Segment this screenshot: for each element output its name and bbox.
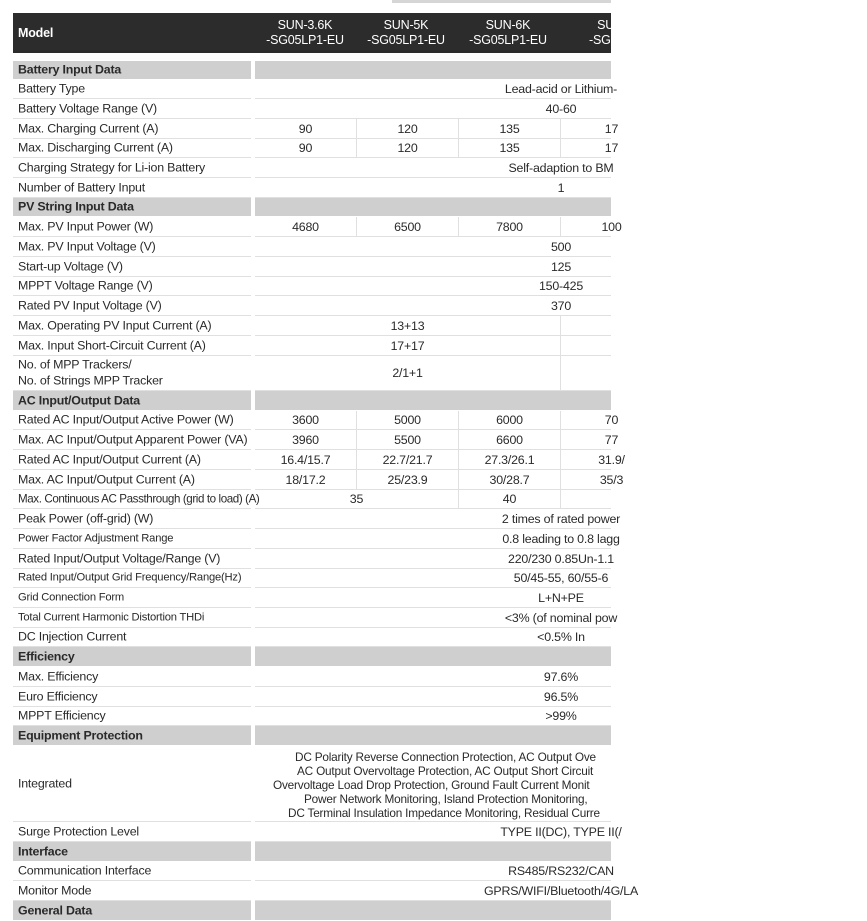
- row-max-pv-power: Max. PV Input Power (W) 4680 6500 7800 100: [13, 217, 611, 237]
- model-sun-partial: SUN -SG05L: [589, 18, 631, 47]
- row-max-operating-pv-current: Max. Operating PV Input Current (A) 13+13: [13, 316, 611, 336]
- section-ac-io: [13, 391, 611, 411]
- row-rated-frequency: Rated Input/Output Grid Frequency/Range(Hz) 50/45-55, 60/55-6: [13, 569, 611, 588]
- row-peak-power: Peak Power (off-grid) (W) 2 times of rated power: [13, 509, 611, 529]
- row-monitor-mode: Monitor Mode GPRS/WIFI/Bluetooth/4G/LA: [13, 881, 611, 901]
- row-rated-pv-voltage: Rated PV Input Voltage (V) 370: [13, 296, 611, 316]
- model-sun-5k: SUN-5K -SG05LP1-EU: [367, 18, 445, 47]
- section-title: Equipment Protection: [18, 728, 143, 742]
- row-startup-voltage: Start-up Voltage (V) 125: [13, 257, 611, 277]
- row-mppt-efficiency: MPPT Efficiency >99%: [13, 707, 611, 726]
- row-dc-injection: DC Injection Current <0.5% In: [13, 628, 611, 647]
- row-rated-ac-active: Rated AC Input/Output Active Power (W) 3600 5000 6000 70: [13, 411, 611, 430]
- row-max-pv-voltage: Max. PV Input Voltage (V) 500: [13, 237, 611, 257]
- row-pf-range: Power Factor Adjustment Range 0.8 leading to 0.8 lagg: [13, 529, 611, 549]
- row-battery-type: Battery Type Lead-acid or Lithium-: [13, 80, 611, 99]
- section-title: AC Input/Output Data: [18, 393, 140, 407]
- row-integrated: Integrated DC Polarity Reverse Connection Protection, AC Output Ove AC Output Overvoltage Protection, AC Output Short Circuit Overvoltage Load Drop Protection, Ground Fault Current Monit Power Network Monitoring, Island Protection Monitoring, DC Terminal Insulation Impedance Monitoring, Residual Curre: [13, 746, 611, 822]
- section-title: PV String Input Data: [18, 199, 134, 214]
- section-interface: [13, 842, 611, 862]
- section-general-data: [13, 901, 611, 921]
- section-title: Efficiency: [18, 649, 75, 663]
- row-max-charging: Max. Charging Current (A) 90 120 135 17: [13, 119, 611, 139]
- row-max-short-circuit: Max. Input Short-Circuit Current (A) 17+17: [13, 336, 611, 356]
- row-battery-voltage: Battery Voltage Range (V) 40-60: [13, 99, 611, 119]
- row-grid-connection: Grid Connection Form L+N+PE: [13, 588, 611, 608]
- row-surge-protection: Surge Protection Level TYPE II(DC), TYPE II(/: [13, 822, 611, 842]
- row-mppt-range: MPPT Voltage Range (V) 150-425: [13, 277, 611, 296]
- model-label: Model: [18, 26, 54, 40]
- row-thdi: Total Current Harmonic Distortion THDi <3% (of nominal pow: [13, 608, 611, 628]
- row-rated-voltage-range: Rated Input/Output Voltage/Range (V) 220/230 0.85Un-1.1: [13, 549, 611, 569]
- model-sun-6k: SUN-6K -SG05LP1-EU: [469, 18, 547, 47]
- row-charging-strategy: Charging Strategy for Li-ion Battery Self-adaption to BM: [13, 158, 611, 178]
- model-sun-3-6k: SUN-3.6K -SG05LP1-EU: [266, 18, 344, 47]
- section-title: Interface: [18, 844, 68, 858]
- row-max-ac-apparent: Max. AC Input/Output Apparent Power (VA) 3960 5500 6600 77: [13, 430, 611, 450]
- row-num-battery-input: Number of Battery Input 1: [13, 178, 611, 198]
- spec-table-header: [13, 13, 631, 53]
- row-communication-interface: Communication Interface RS485/RS232/CAN: [13, 862, 611, 881]
- top-scroll-edge: [392, 0, 611, 3]
- row-euro-efficiency: Euro Efficiency 96.5%: [13, 687, 611, 707]
- row-max-ac-current: Max. AC Input/Output Current (A) 18/17.2 25/23.9 30/28.7 35/3: [13, 470, 611, 490]
- row-mpp-trackers: No. of MPP Trackers/ No. of Strings MPP Tracker 2/1+1: [13, 356, 611, 391]
- section-efficiency: [13, 647, 611, 667]
- section-battery-input: [13, 61, 611, 80]
- section-pv-string-input: [13, 198, 611, 217]
- section-title: General Data: [18, 903, 93, 917]
- row-max-passthrough: Max. Continuous AC Passthrough (grid to load) (A) 35 40: [13, 490, 611, 509]
- row-rated-ac-current: Rated AC Input/Output Current (A) 16.4/15.7 22.7/21.7 27.3/26.1 31.9/: [13, 450, 611, 470]
- section-equipment-protection: [13, 726, 611, 746]
- row-max-discharging: Max. Discharging Current (A) 90 120 135 17: [13, 139, 611, 158]
- section-title: Battery Input Data: [18, 62, 122, 77]
- row-max-efficiency: Max. Efficiency 97.6%: [13, 667, 611, 687]
